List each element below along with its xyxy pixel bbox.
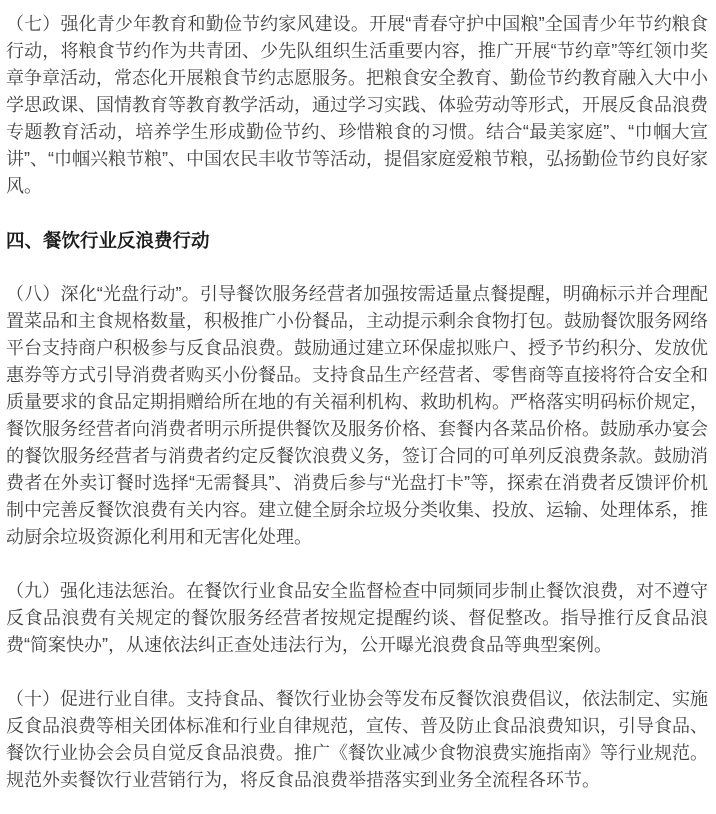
section-heading-catering-anti-waste: 四、餐饮行业反浪费行动 (6, 230, 210, 251)
paragraph-8-clean-plate-action: （八）深化“光盘行动”。引导餐饮服务经营者加强按需适量点餐提醒，明确标示并合理配置菜品和主食规格数量，积极推广小份餐品，主动提示剩余食物打包。鼓励餐饮服务网络平台支持商户积极参与反食品浪费。鼓励通过建立环保虚拟账户、授予节约积分、发放优惠券等方式引导消费者购买小份餐品。支持食品生产经营者、零售商等直接将符合安全和质量要求的食品定期捐赠给所在地的有关福利机构、救助机构。严格落实明码标价规定，餐饮服务经营者向消费者明示所提供餐饮及服务价格、套餐内各菜品价格。鼓励承办宴会的餐饮服务经营者与消费者约定反餐饮浪费义务，签订合同的可单列反浪费条款。鼓励消费者在外卖订餐时选择“无需餐具”、消费后参与“光盘打卡”等，探索在消费者反馈评价机制中完善反餐饮浪费有关内容。建立健全厨余垃圾分类收集、投放、运输、处理体系，推动厨余垃圾资源化利用和无害化处理。 (6, 284, 708, 547)
paragraph-10-industry-self-discipline: （十）促进行业自律。支持食品、餐饮行业协会等发布反餐饮浪费倡议，依法制定、实施反食品浪费等相关团体标准和行业自律规范，宣传、普及防止食品浪费知识，引导食品、餐饮行业协会会员自觉反食品浪费。推广《餐饮业减少食物浪费实施指南》等行业规范。规范外卖餐饮行业营销行为，将反食品浪费举措落实到业务全流程各环节。 (6, 689, 708, 790)
paragraph-9-illegal-punishment: （九）强化违法惩治。在餐饮行业食品安全监督检查中同频同步制止餐饮浪费，对不遵守反食品浪费有关规定的餐饮服务经营者按规定提醒约谈、督促整改。指导推行反食品浪费“简案快办”，从速依法纠正查处违法行为，公开曝光浪费食品等典型案例。 (6, 581, 708, 655)
paragraph-7-youth-education: （七）强化青少年教育和勤俭节约家风建设。开展“青春守护中国粮”全国青少年节约粮食行动，将粮食节约作为共青团、少先队组织生活重要内容，推广开展“节约章”等红领巾奖章争章活动，常态化开展粮食节约志愿服务。把粮食安全教育、勤俭节约教育融入大中小学思政课、国情教育等教育教学活动，通过学习实践、体验劳动等形式，开展反食品浪费专题教育活动，培养学生形成勤俭节约、珍惜粮食的习惯。结合“最美家庭”、“巾帼大宣讲”、“巾帼兴粮节粮”、中国农民丰收节等活动，提倡家庭爱粮节粮，弘扬勤俭节约良好家风。 (6, 14, 708, 196)
